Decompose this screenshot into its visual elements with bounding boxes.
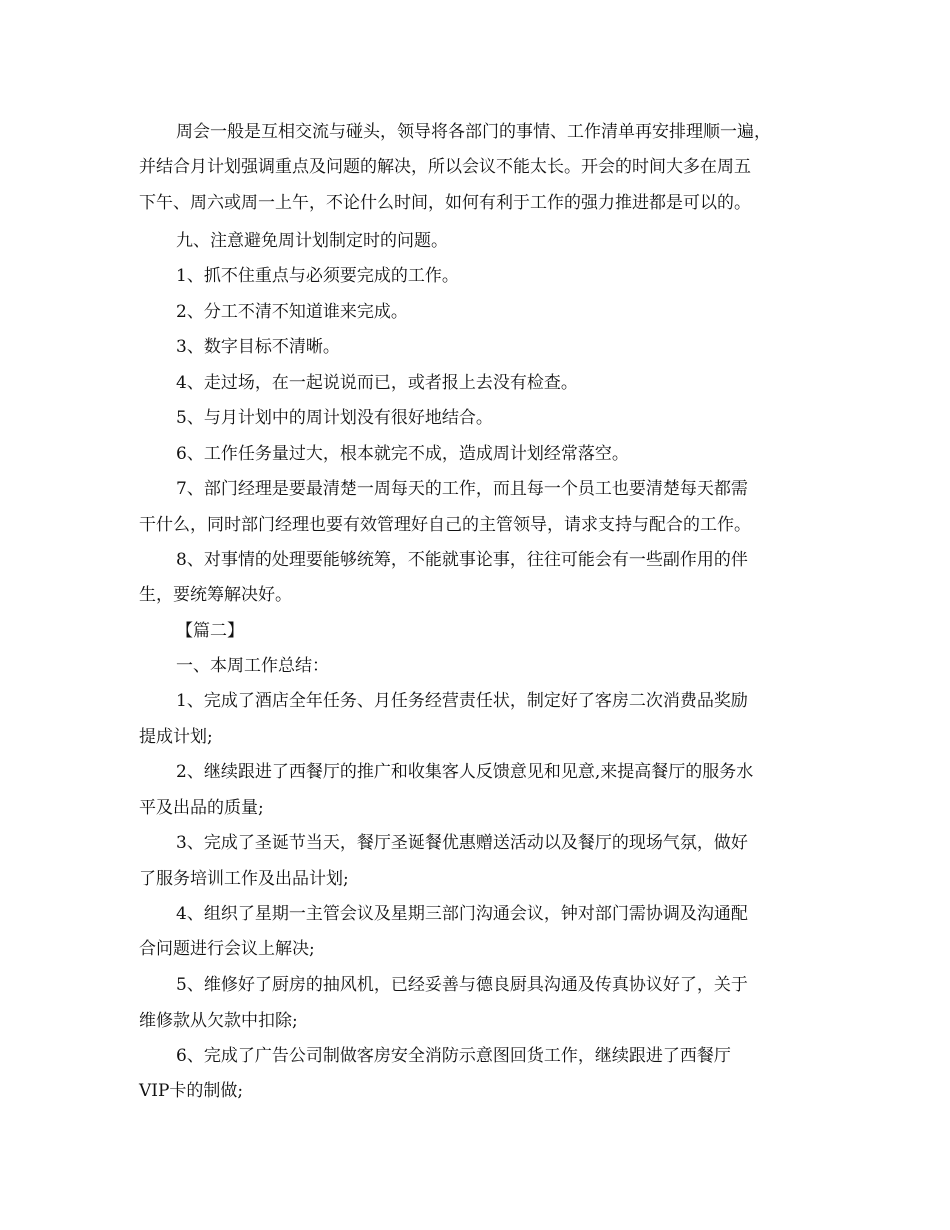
list-item: 5、维修好了厨房的抽风机，已经妥善与德良厨具沟通及传真协议好了，关于 xyxy=(176,975,748,995)
list-item: 3、数字目标不清晰。 xyxy=(176,337,340,357)
list-item: 8、对事情的处理要能够统筹，不能就事论事，往往可能会有一些副作用的伴 xyxy=(176,550,748,570)
list-item: 1、抓不住重点与必须要完成的工作。 xyxy=(176,266,459,286)
list-item: 5、与月计划中的周计划没有很好地结合。 xyxy=(176,408,493,428)
list-item: 3、完成了圣诞节当天，餐厅圣诞餐优惠赠送活动以及餐厅的现场气氛，做好 xyxy=(176,833,748,853)
list-item-continued: 生，要统筹解决好。 xyxy=(139,585,292,605)
paragraph-line: 周会一般是互相交流与碰头，领导将各部门的事情、工作清单再安排理顺一遍， xyxy=(176,122,771,142)
list-item-continued: 干什么，同时部门经理也要有效管理好自己的主管领导，请求支持与配合的工作。 xyxy=(139,515,751,535)
list-item-continued: 合问题进行会议上解决; xyxy=(139,939,315,959)
list-item: 2、分工不清不知道谁来完成。 xyxy=(176,302,408,322)
paragraph-line: 并结合月计划强调重点及问题的解决，所以会议不能太长。开会的时间大多在周五 xyxy=(139,157,751,177)
list-item: 6、工作任务量过大，根本就完不成，造成周计划经常落空。 xyxy=(176,444,629,464)
list-item: 4、走过场，在一起说说而已，或者报上去没有检查。 xyxy=(176,373,578,393)
list-item: 7、部门经理是要最清楚一周每天的工作，而且每一个员工也要清楚每天都需 xyxy=(176,479,748,499)
list-item: 1、完成了酒店全年任务、月任务经营责任状，制定好了客房二次消费品奖励 xyxy=(176,691,748,711)
list-item-continued: 了服务培训工作及出品计划; xyxy=(139,869,349,889)
paragraph-line: 下午、周六或周一上午，不论什么时间，如何有利于工作的强力推进都是可以的。 xyxy=(139,193,751,213)
list-item: 2、继续跟进了西餐厅的推广和收集客人反馈意见和见意,来提高餐厅的服务水 xyxy=(176,762,754,782)
list-item: 4、组织了星期一主管会议及星期三部门沟通会议，钟对部门需协调及沟通配 xyxy=(176,904,748,924)
list-item-continued: 维修款从欠款中扣除; xyxy=(139,1011,298,1031)
section-heading: 九、注意避免周计划制定时的问题。 xyxy=(176,231,448,251)
list-item-continued: 提成计划; xyxy=(139,727,213,747)
section-title: 【篇二】 xyxy=(176,621,244,641)
section-heading: 一、本周工作总结： xyxy=(176,656,329,676)
list-item-continued: 平及出品的质量; xyxy=(139,798,264,818)
list-item-continued: VIP卡的制做; xyxy=(139,1081,244,1101)
list-item: 6、完成了广告公司制做客房安全消防示意图回货工作，继续跟进了西餐厅 xyxy=(176,1046,731,1066)
